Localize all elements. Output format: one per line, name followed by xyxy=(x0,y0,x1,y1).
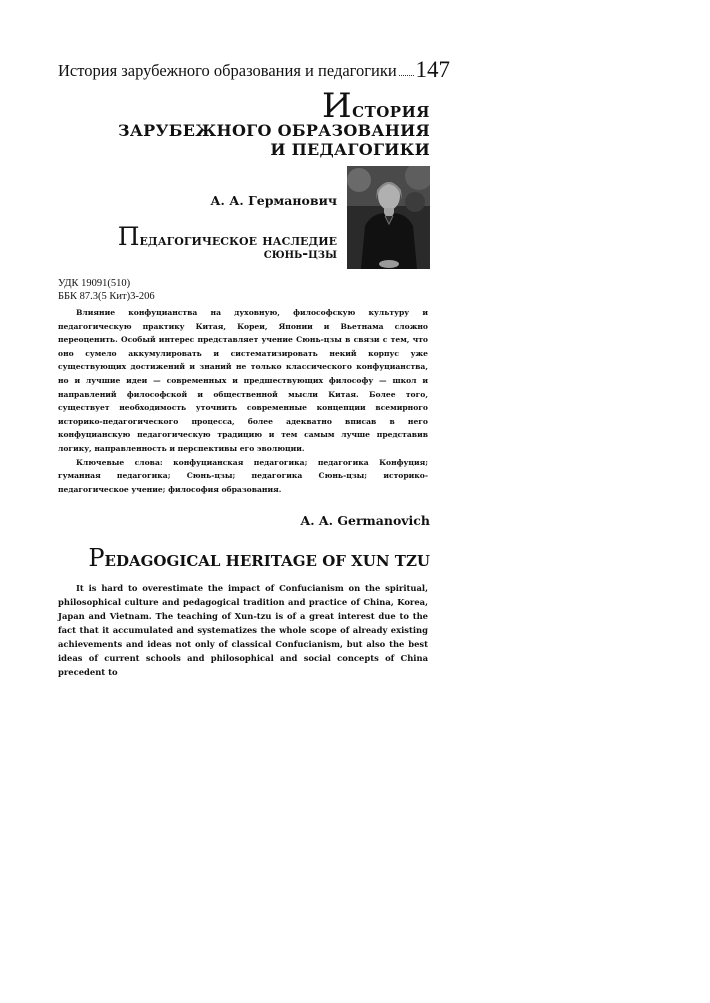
section-title-initial: И xyxy=(321,86,353,126)
author-name-ru: А. А. Германович xyxy=(210,193,337,208)
section-title-rest: стория xyxy=(352,97,430,122)
author-portrait xyxy=(347,166,430,269)
classification-codes xyxy=(58,277,155,303)
running-header xyxy=(58,55,450,81)
keywords-ru: Ключевые слова: конфуцианская педагогика; педагогика Конфуция; гуманная педагогика; Сюнь-цзы; педагогика Сюнь-цзы; историко-педагогическое учение; философия образования. xyxy=(58,457,428,494)
author-name-en: A. A. Germanovich xyxy=(300,513,430,528)
abstract-ru xyxy=(58,306,428,496)
udk-code: УДК 19091(510) xyxy=(58,278,131,289)
abstract-en xyxy=(58,581,428,679)
running-header-title: История зарубежного образования и педагогики xyxy=(58,61,397,80)
article-title-ru-rest: едагогическое наследие xyxy=(139,231,337,249)
article-title-en-initial: P xyxy=(88,544,105,572)
abstract-en-text: It is hard to overestimate the impact of Confucianism on the spiritual, philosophical culture and pedagogical tradition and practice of China, Korea, Japan and Vietnam. The teaching of Xun-tzu is of a great interest due to the fact that it accumulated and systematizes the whole scope of already existing achievements and ideas not only of classical Confucianism, but also the best ideas of current schools and philosophical and social concepts of China precedent to xyxy=(58,583,428,677)
bbk-code: ББК 87.3(5 Кит)3-206 xyxy=(58,291,155,302)
article-title-ru-line-2: сюнь-цзы xyxy=(263,246,337,262)
article-title-en xyxy=(88,544,430,572)
running-header-leader-dots xyxy=(399,75,414,76)
section-title-line-3: И ПЕДАГОГИКИ xyxy=(270,140,430,159)
article-title-en-rest: EDAGOGICAL HERITAGE OF XUN TZU xyxy=(104,552,430,570)
section-title-line-2: ЗАРУБЕЖНОГО ОБРАЗОВАНИЯ xyxy=(117,121,430,140)
abstract-ru-text: Влияние конфуцианства на духовную, философскую культуру и педагогическую практику Китая, Кореи, Японии и Вьетнама сложно переоценить. Особый интерес представляет учение Сюнь-цзы в связи с тем, что оно сумело аккумулировать и систематизировать некий корпус уже существующих достижений и знаний не только классического конфуцианства, но и лучшие идеи — современных и предшествующих философу — школ и направлений философской и общественной мысли Китая. Более того, существует необходимость уточнить современные концепции всемирного историко-педагогического процесса, более адекватно вписав в него конфуцианскую педагогическую традицию и тем самым лучше представив логику, направленность и перспективы его эволюции. xyxy=(58,308,428,453)
article-title-ru-initial: П xyxy=(117,222,140,251)
section-title-line-1 xyxy=(322,86,430,126)
page-number: 147 xyxy=(415,57,450,82)
author-portrait-icon xyxy=(347,166,430,269)
